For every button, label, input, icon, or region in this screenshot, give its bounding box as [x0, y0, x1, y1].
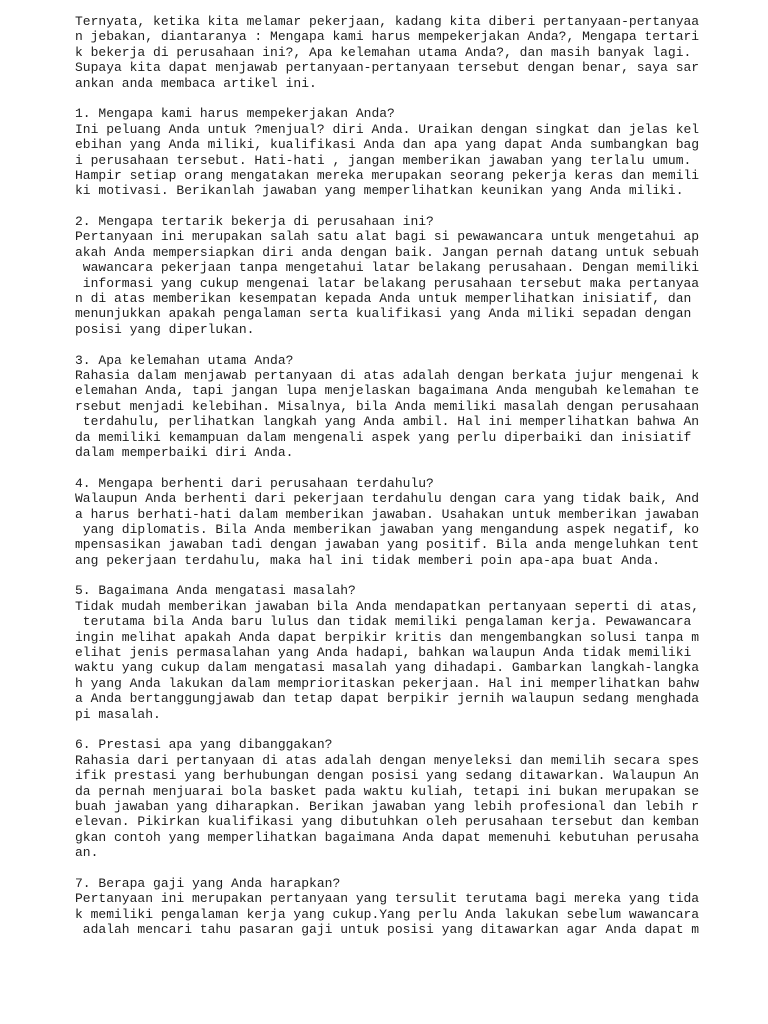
question-section — [75, 737, 700, 861]
answer-line: menunjukkan apakah pengalaman serta kualifikasi yang Anda miliki sepadan dengan — [75, 306, 692, 322]
answer-line: yang diplomatis. Bila Anda memberikan jawaban yang mengandung aspek negatif, ko — [75, 521, 700, 537]
question-heading: 2. Mengapa tertarik bekerja di perusahaan ini? — [75, 214, 434, 230]
question-section — [75, 875, 700, 938]
answer-line: waktu yang cukup dalam mengatasi masalah yang dihadapi. Gambarkan langkah-langka — [75, 660, 700, 676]
question-section — [75, 475, 700, 568]
question-section — [75, 106, 700, 199]
document-page — [75, 14, 700, 953]
question-heading: 5. Bagaimana Anda mengatasi masalah? — [75, 583, 356, 599]
answer-line: a Anda bertanggungjawab dan tetap dapat berpikir jernih walaupun sedang menghada — [75, 691, 700, 707]
answer-line: rsebut menjadi kelebihan. Misalnya, bila Anda memiliki masalah dengan perusahaan — [75, 398, 700, 414]
answer-line: wawancara pekerjaan tanpa mengetahui latar belakang perusahaan. Dengan memiliki — [75, 260, 700, 276]
answer-line: mpensasikan jawaban tadi dengan jawaban yang positif. Bila anda mengeluhkan tent — [75, 537, 700, 553]
answer-line: da pernah menjuarai bola basket pada waktu kuliah, tetapi ini bukan merupakan se — [75, 783, 700, 799]
question-heading: 7. Berapa gaji yang Anda harapkan? — [75, 875, 341, 891]
answer-line: elevan. Pikirkan kualifikasi yang dibutuhkan oleh perusahaan tersebut dan kemban — [75, 814, 700, 830]
answer-line: akah Anda mempersiapkan diri anda dengan baik. Jangan pernah datang untuk sebuah — [75, 244, 700, 260]
intro-paragraph — [75, 14, 700, 91]
question-heading: 3. Apa kelemahan utama Anda? — [75, 352, 294, 368]
question-heading: 1. Mengapa kami harus mempekerjakan Anda? — [75, 106, 395, 122]
answer-line: k memiliki pengalaman kerja yang cukup.Yang perlu Anda lakukan sebelum wawancara — [75, 906, 700, 922]
answer-line: Pertanyaan ini merupakan pertanyaan yang tersulit terutama bagi mereka yang tida — [75, 891, 700, 907]
answer-line: Pertanyaan ini merupakan salah satu alat bagi si pewawancara untuk mengetahui ap — [75, 229, 700, 245]
answer-line: gkan contoh yang memperlihatkan bagaimana Anda dapat memenuhi kebutuhan perusaha — [75, 829, 700, 845]
intro-line: Ternyata, ketika kita melamar pekerjaan, kadang kita diberi pertanyaan-pertanyaa — [75, 14, 700, 29]
answer-line: Hampir setiap orang mengatakan mereka merupakan seorang pekerja keras dan memili — [75, 167, 700, 183]
answer-line: buah jawaban yang diharapkan. Berikan jawaban yang lebih profesional dan lebih r — [75, 798, 700, 814]
answer-line: adalah mencari tahu pasaran gaji untuk posisi yang ditawarkan agar Anda dapat m — [75, 922, 700, 938]
answer-line: elemahan Anda, tapi jangan lupa menjelaskan bagaimana Anda mengubah kelemahan te — [75, 383, 700, 399]
question-section — [75, 214, 700, 337]
answer-line: ifik prestasi yang berhubungan dengan posisi yang sedang ditawarkan. Walaupun An — [75, 768, 700, 784]
answer-line: ang pekerjaan terdahulu, maka hal ini tidak memberi poin apa-apa buat Anda. — [75, 552, 661, 568]
question-section — [75, 583, 700, 722]
intro-line: n jebakan, diantaranya : Mengapa kami harus mempekerjakan Anda?, Mengapa tertari — [75, 29, 700, 45]
answer-line: ki motivasi. Berikanlah jawaban yang memperlihatkan keunikan yang Anda miliki. — [75, 183, 684, 199]
answer-line: ebihan yang Anda miliki, kualifikasi Anda dan apa yang dapat Anda sumbangkan bag — [75, 137, 700, 153]
intro-line: Supaya kita dapat menjawab pertanyaan-pertanyaan tersebut dengan benar, saya sar — [75, 60, 700, 76]
answer-line: ingin melihat apakah Anda dapat berpikir kritis dan mengembangkan solusi tanpa m — [75, 629, 700, 645]
intro-line: ankan anda membaca artikel ini. — [75, 75, 317, 91]
answer-line: pi masalah. — [75, 706, 161, 722]
answer-line: dalam memperbaiki diri Anda. — [75, 444, 294, 460]
answer-line: Rahasia dalam menjawab pertanyaan di atas adalah dengan berkata jujur mengenai k — [75, 367, 700, 383]
answer-line: Walaupun Anda berhenti dari pekerjaan terdahulu dengan cara yang tidak baik, And — [75, 491, 700, 507]
question-heading: 6. Prestasi apa yang dibanggakan? — [75, 737, 333, 753]
answer-line: Rahasia dari pertanyaan di atas adalah dengan menyeleksi dan memilih secara spes — [75, 752, 700, 768]
answer-line: Tidak mudah memberikan jawaban bila Anda mendapatkan pertanyaan seperti di atas, — [75, 598, 700, 614]
answer-line: Ini peluang Anda untuk ?menjual? diri Anda. Uraikan dengan singkat dan jelas kel — [75, 121, 700, 137]
answer-line: h yang Anda lakukan dalam memprioritaskan pekerjaan. Hal ini memperlihatkan bahw — [75, 675, 700, 691]
question-section — [75, 352, 700, 461]
answer-line: elihat jenis permasalahan yang Anda hadapi, bahkan walaupun Anda tidak memiliki — [75, 645, 692, 661]
answer-line: a harus berhati-hati dalam memberikan jawaban. Usahakan untuk memberikan jawaban — [75, 506, 700, 522]
answer-line: i perusahaan tersebut. Hati-hati , jangan memberikan jawaban yang terlalu umum. — [75, 152, 692, 168]
answer-line: informasi yang cukup mengenai latar belakang perusahaan tersebut maka pertanyaa — [75, 275, 700, 291]
answer-line: terdahulu, perlihatkan langkah yang Anda ambil. Hal ini memperlihatkan bahwa An — [75, 414, 700, 430]
intro-line: k bekerja di perusahaan ini?, Apa kelemahan utama Anda?, dan masih banyak lagi. — [75, 44, 692, 60]
answer-line: n di atas memberikan kesempatan kepada Anda untuk memperlihatkan inisiatif, dan — [75, 291, 692, 307]
article-sections — [75, 106, 700, 938]
question-heading: 4. Mengapa berhenti dari perusahaan terdahulu? — [75, 475, 434, 491]
answer-line: da memiliki kemampuan dalam mengenali aspek yang perlu diperbaiki dan inisiatif — [75, 429, 692, 445]
answer-line: terutama bila Anda baru lulus dan tidak memiliki pengalaman kerja. Pewawancara — [75, 614, 692, 630]
answer-line: an. — [75, 845, 99, 861]
answer-line: posisi yang diperlukan. — [75, 321, 255, 337]
